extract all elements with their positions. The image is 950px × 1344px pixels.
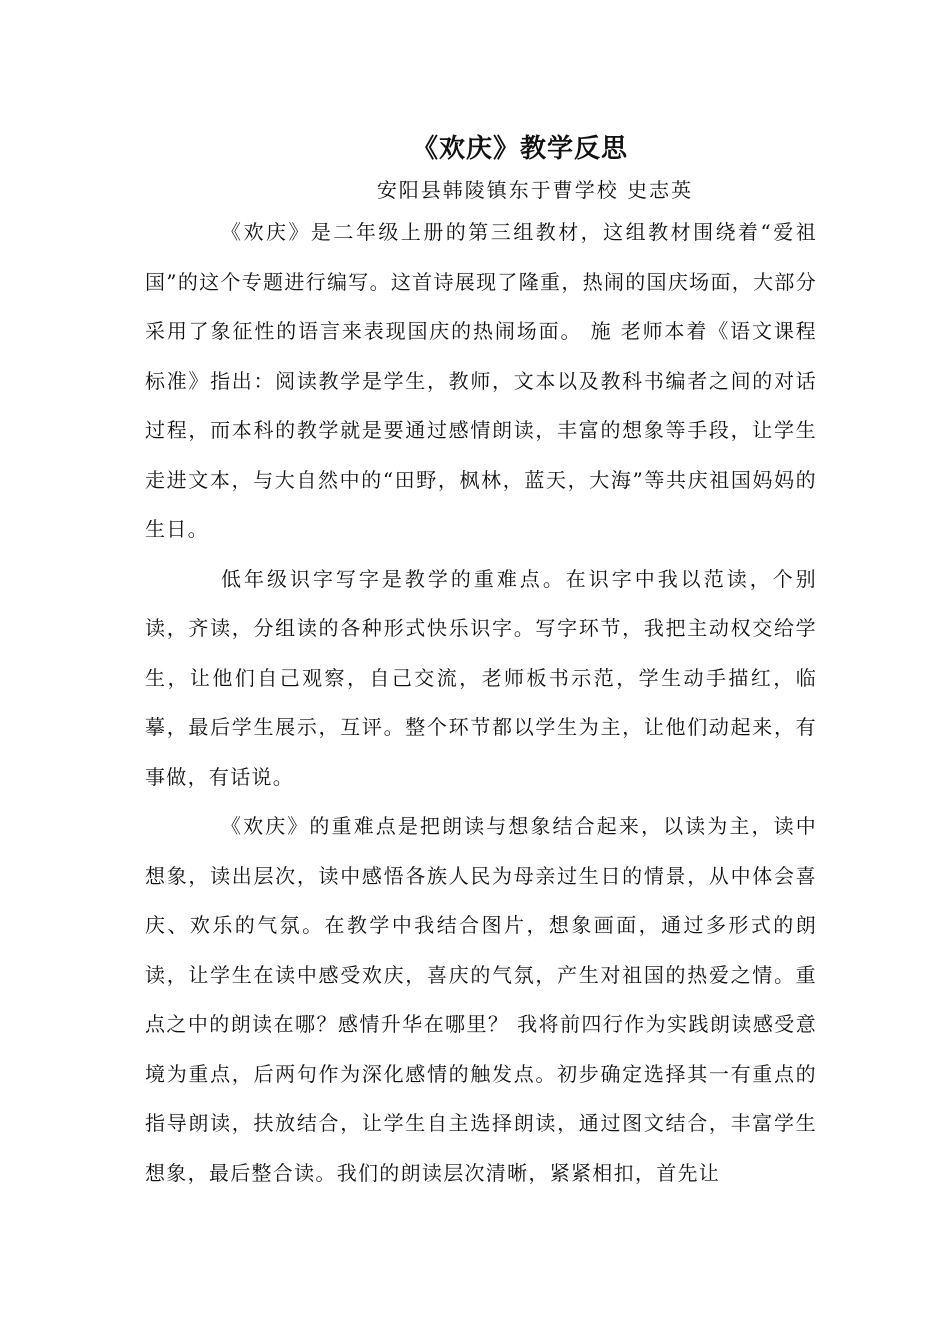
paragraph: 《欢庆》的重难点是把朗读与想象结合起来，以读为主，读中想象，读出层次，读中感悟各族人民为母亲过生日的情景，从中体会喜庆、欢乐的气氛。在教学中我结合图片，想象画面，通过多形式的朗读，让学生在读中感受欢庆，喜庆的气氛，产生对祖国的热爱之情。重点之中的朗读在哪？感情升华在哪里？ 我将前四行作为实践朗读感受意境为重点，后两句作为深化感情的触发点。初步确定选择其一有重点的指导朗读，扶放结合，让学生自主选择朗读，通过图文结合，丰富学生想象，最后整合读。我们的朗读层次清晰，紧紧相扣，首先让 — [145, 814, 817, 1185]
document-author: 安阳县韩陵镇东于曹学校 史志英 — [376, 178, 694, 202]
document-title: 《欢庆》教学反思 — [411, 134, 628, 164]
paragraph: 《欢庆》是二年级上册的第三组教材，这组教材围绕着“爱祖国”的这个专题进行编写。这首诗展现了隆重，热闹的国庆场面，大部分采用了象征性的语言来表现国庆的热闹场面。 施 老师本着《语文课程标准》指出：阅读教学是学生，教师，文本以及教科书编者之间的对话过程，而本科的教学就是要通过感情朗读，丰富的想象等手段，让学生走进文本，与大自然中的“田野，枫林，蓝天，大海”等共庆祖国妈妈的生日。 — [145, 220, 817, 541]
document-body — [145, 208, 817, 1198]
paragraph: 低年级识字写字是教学的重难点。在识字中我以范读，个别读，齐读，分组读的各种形式快乐识字。写字环节，我把主动权交给学生，让他们自己观察，自己交流，老师板书示范，学生动手描红，临摹，最后学生展示，互评。整个环节都以学生为主，让他们动起来，有事做，有话说。 — [145, 566, 817, 789]
